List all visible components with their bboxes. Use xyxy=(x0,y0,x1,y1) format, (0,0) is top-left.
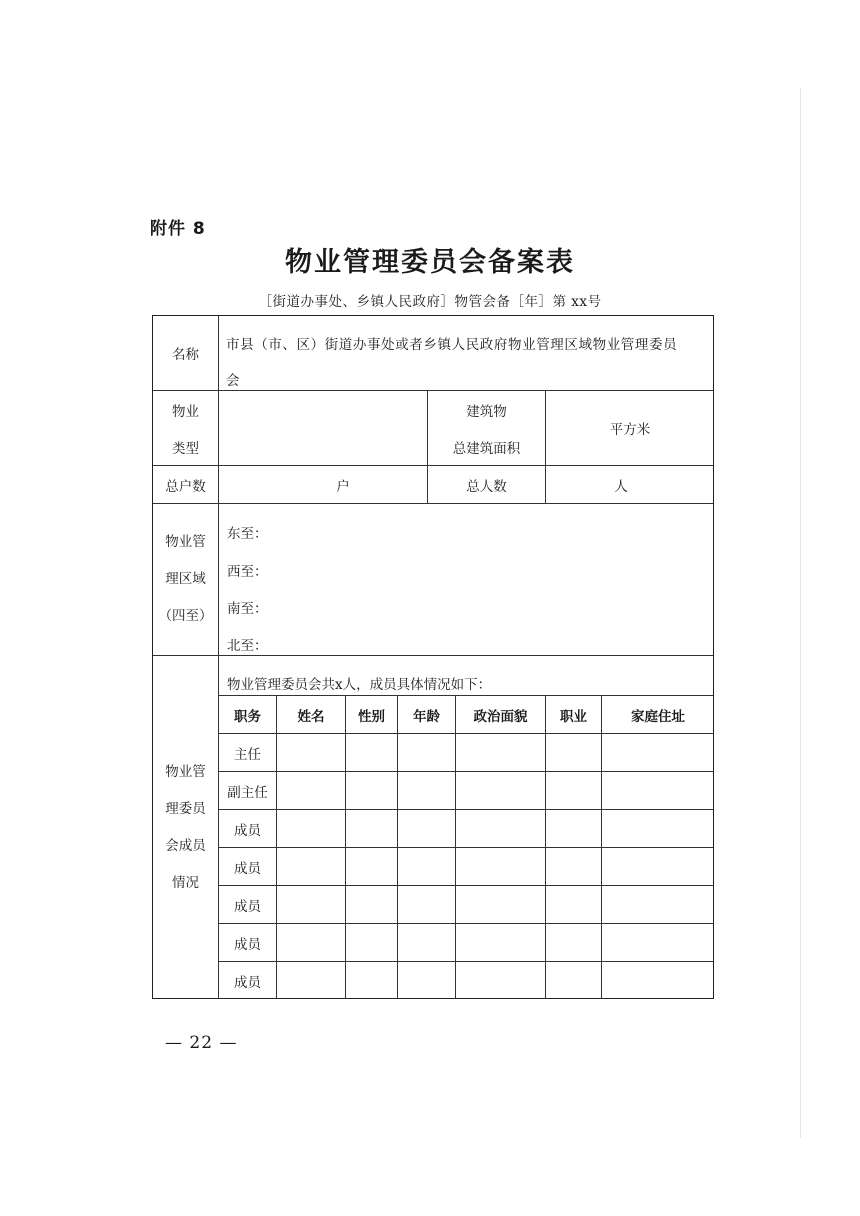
area-scope-label-line: 物业管 xyxy=(165,534,206,550)
row-divider xyxy=(153,503,714,504)
member-row-divider xyxy=(218,885,714,886)
boundary-south: 南至： xyxy=(227,601,268,617)
document-number: ［街道办事处、乡镇人民政府］物管会备［年］第 xx号 xyxy=(258,294,602,310)
property-type-field[interactable] xyxy=(219,391,427,465)
member-row-divider xyxy=(218,809,714,810)
property-type-label-line: 物业 xyxy=(172,404,199,420)
member-row-divider xyxy=(218,771,714,772)
member-row-divider xyxy=(218,847,714,848)
boundary-west: 西至： xyxy=(227,564,268,580)
members-label-line: 物业管 xyxy=(165,763,206,780)
building-area-label-line: 总建筑面积 xyxy=(452,441,521,457)
column-header-occupation: 职业 xyxy=(560,708,587,725)
name-label: 名称 xyxy=(172,346,199,363)
member-row-divider xyxy=(218,733,714,734)
population-unit: 人 xyxy=(614,478,628,495)
households-label: 总户数 xyxy=(165,478,206,495)
households-unit: 户 xyxy=(336,478,350,495)
column-header-age: 年龄 xyxy=(413,708,440,725)
area-scope-label-line: 理区域 xyxy=(165,571,206,587)
member-column-divider xyxy=(397,695,398,999)
members-label-line: 会成员 xyxy=(165,837,206,854)
row-divider xyxy=(153,655,714,656)
member-role: 成员 xyxy=(234,822,261,839)
area-scope-label xyxy=(153,504,218,655)
area-scope-label-line: （四至） xyxy=(158,608,213,624)
boundary-north: 北至： xyxy=(227,638,268,654)
members-label-line: 情况 xyxy=(172,874,199,891)
boundary-east: 东至： xyxy=(227,526,268,542)
name-value-line: 会 xyxy=(226,373,241,389)
column-header-name: 姓名 xyxy=(297,708,325,725)
column-header-position: 职务 xyxy=(234,708,261,725)
members-label-line: 理委员 xyxy=(165,800,206,817)
member-column-divider xyxy=(545,695,546,999)
name-value xyxy=(226,327,706,399)
members-intro: 物业管理委员会共x人，成员具体情况如下： xyxy=(227,677,492,693)
column-header-political-status: 政治面貌 xyxy=(473,708,528,725)
member-role: 副主任 xyxy=(227,784,268,801)
population-label: 总人数 xyxy=(466,478,507,495)
building-area-unit: 平方米 xyxy=(609,422,651,438)
member-row-divider xyxy=(218,923,714,924)
member-column-divider xyxy=(601,695,602,999)
member-role: 成员 xyxy=(234,898,261,915)
page-number: — 22 — xyxy=(165,1033,238,1053)
property-type-label xyxy=(153,396,218,466)
member-column-divider xyxy=(345,695,346,999)
member-role: 主任 xyxy=(234,746,261,763)
member-role: 成员 xyxy=(234,936,261,953)
member-column-divider xyxy=(455,695,456,999)
attachment-label: 附件 8 xyxy=(150,219,206,239)
form-title: 物业管理委员会备案表 xyxy=(285,247,575,278)
member-role: 成员 xyxy=(234,974,261,991)
building-area-label xyxy=(428,396,545,466)
member-column-divider xyxy=(276,695,277,999)
property-type-label-line: 类型 xyxy=(172,441,199,457)
column-header-address: 家庭住址 xyxy=(631,708,685,725)
members-label xyxy=(153,656,218,999)
member-row-divider xyxy=(218,961,714,962)
building-area-label-line: 建筑物 xyxy=(466,404,507,420)
name-value-line: 市县（市、区）街道办事处或者乡镇人民政府物业管理区域物业管理委员 xyxy=(226,337,678,353)
member-role: 成员 xyxy=(234,860,261,877)
column-header-gender: 性别 xyxy=(358,708,385,725)
